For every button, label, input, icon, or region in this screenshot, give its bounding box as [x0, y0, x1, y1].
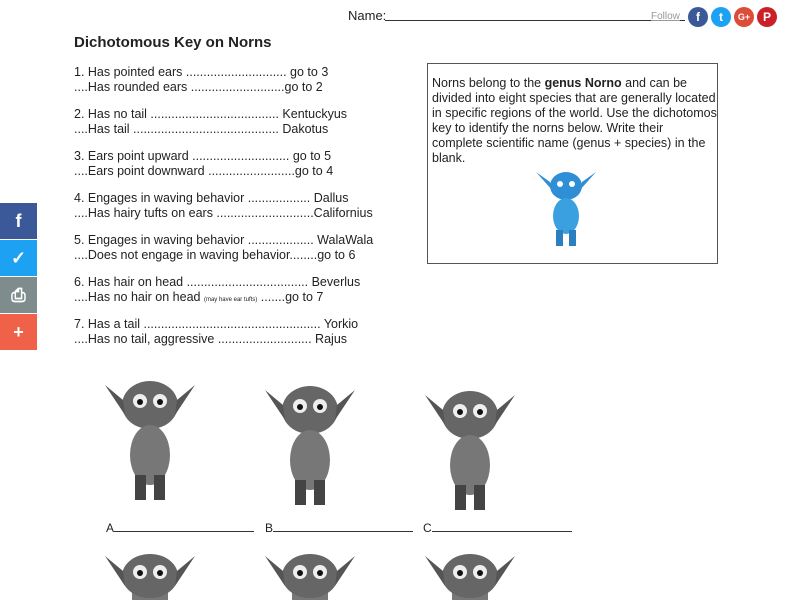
- answer-line: [432, 519, 572, 532]
- info-text: Norns belong to the: [432, 76, 545, 90]
- key-note: (may have ear tufts): [203, 297, 258, 303]
- blank-label: A: [106, 521, 115, 535]
- key-line: 1. Has pointed ears ............................. go to 3: [74, 65, 329, 79]
- key-line: 5. Engages in waving behavior ................... WalaWala: [74, 233, 374, 247]
- key-line: ....Has no tail, aggressive ........................... Rajus: [74, 332, 348, 346]
- key-step-5: [74, 233, 373, 263]
- answer-line: [273, 519, 413, 532]
- share-print-button[interactable]: ⎙: [0, 277, 37, 313]
- key-line: ....Has rounded ears ...........................go to 2: [74, 80, 323, 94]
- blank-b: [265, 519, 413, 535]
- blank-label: B: [265, 521, 274, 535]
- key-step-6: [74, 275, 360, 308]
- name-blank: [385, 20, 685, 21]
- twitter-icon[interactable]: t: [711, 7, 731, 27]
- share-more-button[interactable]: +: [0, 314, 37, 350]
- key-text: .......go to 7: [257, 290, 324, 304]
- info-text: and can be divided into eight species that are generally located in specific regions of the world. Use the dichotomos key to identify the norns below. Write their complete scientific name (genus + species) in the blank.: [432, 76, 717, 165]
- key-step-2: [74, 107, 347, 137]
- blank-c: [423, 519, 572, 535]
- key-line: ....Has tail .......................................... Dakotus: [74, 122, 329, 136]
- follow-link[interactable]: Follow: [651, 11, 680, 22]
- norn-b: [265, 386, 355, 505]
- norn-e: [265, 554, 355, 600]
- key-step-1: [74, 65, 328, 95]
- key-step-7: [74, 317, 358, 347]
- facebook-icon[interactable]: f: [688, 7, 708, 27]
- norn-d: [105, 554, 195, 600]
- key-text: ....Has no hair on head: [74, 290, 204, 304]
- key-line: ....Does not engage in waving behavior........go to 6: [74, 248, 356, 262]
- share-facebook-button[interactable]: f: [0, 203, 37, 239]
- norn-a: [105, 381, 195, 500]
- key-step-4: [74, 191, 373, 221]
- key-step-3: [74, 149, 333, 179]
- key-line: 6. Has hair on head ................................... Beverlus: [74, 275, 361, 289]
- key-line: [74, 290, 360, 308]
- norn-c: [425, 391, 515, 510]
- page-title: Dichotomous Key on Norns: [74, 34, 272, 51]
- info-box: [427, 63, 718, 264]
- name-label: Name:: [348, 8, 387, 23]
- key-line: 7. Has a tail ................................................... Yorkio: [74, 317, 359, 331]
- google-plus-icon[interactable]: G+: [734, 7, 754, 27]
- norn-f: [425, 554, 515, 600]
- blue-norn-image: [536, 164, 596, 249]
- info-bold: genus Norno: [544, 76, 622, 90]
- key-line: 3. Ears point upward ............................ go to 5: [74, 149, 332, 163]
- key-line: ....Ears point downward .........................go to 4: [74, 164, 334, 178]
- pinterest-icon[interactable]: P: [757, 7, 777, 27]
- key-line: 2. Has no tail ..................................... Kentuckyus: [74, 107, 348, 121]
- blank-label: C: [423, 521, 432, 535]
- answer-line: [114, 519, 254, 532]
- norn-images: [100, 360, 580, 600]
- share-twitter-button[interactable]: ✓: [0, 240, 37, 276]
- blank-a: [106, 519, 254, 535]
- key-line: ....Has hairy tufts on ears ............................Californius: [74, 206, 373, 220]
- key-line: 4. Engages in waving behavior .................. Dallus: [74, 191, 349, 205]
